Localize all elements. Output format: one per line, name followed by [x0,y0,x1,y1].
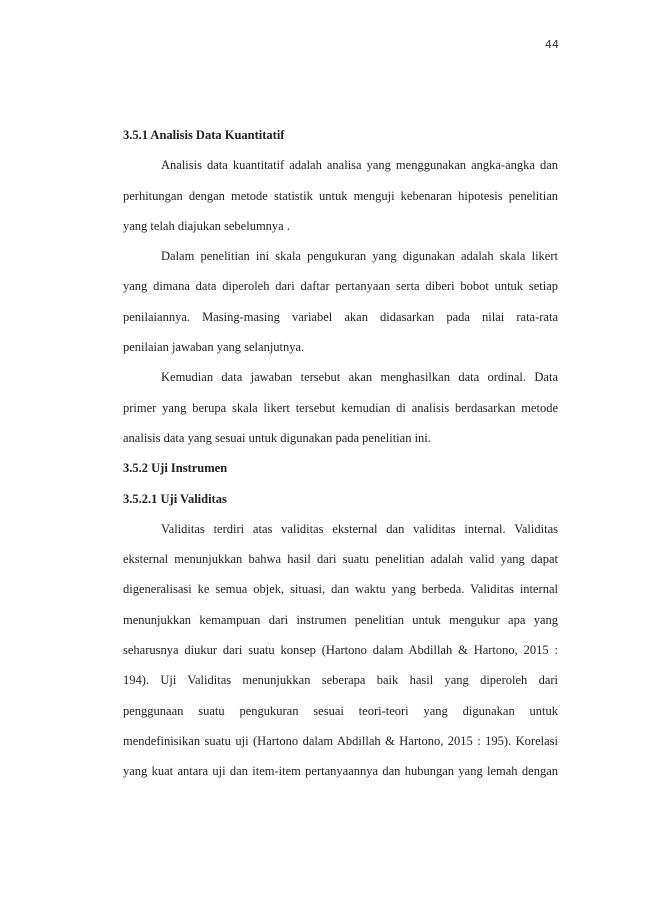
text-line: mendefinisikan suatu uji (Hartono dalam Abdillah & Hartono, 2015 : 195). Korelasi [123,733,558,748]
heading-3-5-2-1: 3.5.2.1 Uji Validitas [123,491,227,506]
text-line: primer yang berupa skala likert tersebut kemudian di analisis berdasarkan metode [123,400,558,415]
text-line: penilaiannya. Masing-masing variabel akan didasarkan pada nilai rata-rata [123,309,558,324]
paragraph-analisis-data [123,150,558,241]
text-line: Analisis data kuantitatif adalah analisa yang menggunakan angka-angka dan [161,158,558,173]
heading-3-5-1: 3.5.1 Analisis Data Kuantitatif [123,128,285,142]
paragraph-validitas [123,514,558,787]
text-line: yang telah diajukan sebelumnya . [123,218,290,233]
paragraph-skala-likert [123,241,558,362]
text-line: penggunaan suatu pengukuran sesuai teori-teori yang digunakan untuk [123,703,558,718]
text-line: seharusnya diukur dari suatu konsep (Hartono dalam Abdillah & Hartono, 2015 : [123,643,558,658]
text-line: perhitungan dengan metode statistik untuk menguji kebenaran hipotesis penelitian [123,188,558,203]
text-line: yang dimana data diperoleh dari daftar pertanyaan serta diberi bobot untuk setiap [123,279,558,294]
text-line: Dalam penelitian ini skala pengukuran yang digunakan adalah skala likert [161,249,558,264]
text-line: Validitas terdiri atas validitas eksternal dan validitas internal. Validitas [161,521,558,536]
text-line: digeneralisasi ke semua objek, situasi, dan waktu yang berbeda. Validitas internal [123,582,558,597]
text-line: eksternal menunjukkan bahwa hasil dari suatu penelitian adalah valid yang dapat [123,552,558,567]
text-line: Kemudian data jawaban tersebut akan menghasilkan data ordinal. Data [161,370,558,385]
heading-3-5-2: 3.5.2 Uji Instrumen [123,461,228,476]
text-line: analisis data yang sesuai untuk digunakan pada penelitian ini. [123,430,431,445]
page-number: 44 [545,38,559,51]
text-line: 194). Uji Validitas menunjukkan seberapa baik hasil yang diperoleh dari [123,673,558,688]
text-line: yang kuat antara uji dan item-item pertanyaannya dan hubungan yang lemah dengan [123,764,558,779]
text-line: penilaian jawaban yang selanjutnya. [123,340,305,355]
page-content [123,120,558,787]
paragraph-data-ordinal [123,362,558,453]
text-line: menunjukkan kemampuan dari instrumen penelitian untuk mengukur apa yang [123,612,558,627]
